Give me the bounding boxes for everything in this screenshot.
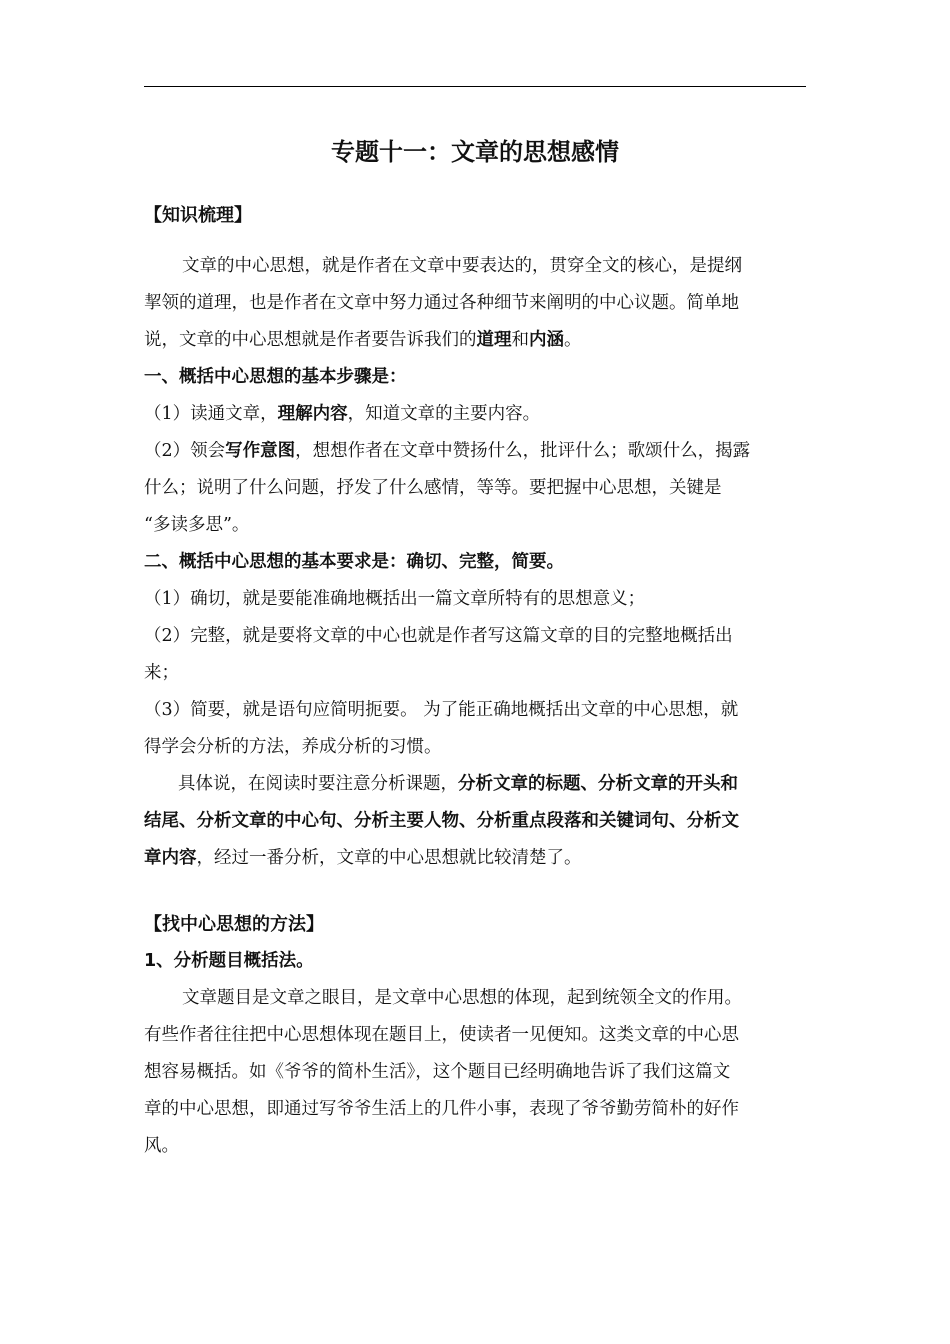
paragraph-line (144, 845, 806, 871)
paragraph-line: 想容易概括。如《爷爷的简朴生活》，这个题目已经明确地告诉了我们这篇文 (144, 1062, 731, 1082)
step-item (144, 438, 806, 464)
paragraph-line: 章的中心思想，即通过写爷爷生活上的几件小事，表现了爷爷勤劳简朴的好作 (144, 1099, 739, 1119)
paragraph-line: 得学会分析的方法，养成分析的习惯。 (144, 737, 442, 757)
text-span: 说，文章的中心思想就是作者要告诉我们的 (144, 330, 477, 350)
page-title: 专题十一：文章的思想感情 (331, 138, 619, 166)
section-heading-methods: 【找中心思想的方法】 (144, 914, 324, 935)
requirements-heading: 二、概括中心思想的基本要求是：确切、完整，简要。 (144, 552, 564, 572)
paragraph-line: 风。 (144, 1136, 179, 1156)
emphasis-text: 章内容 (144, 848, 197, 868)
requirement-item: （1）确切，就是要能准确地概括出一篇文章所特有的思想意义； (144, 589, 646, 609)
paragraph-line: “多读多思”。 (144, 515, 250, 535)
text-span: ，想想作者在文章中赞扬什么，批评什么；歌颂什么，揭露 (295, 441, 751, 461)
text-span: （1）读通文章， (144, 404, 278, 424)
requirement-item: （2）完整，就是要将文章的中心也就是作者写这篇文章的目的完整地概括出 (144, 626, 733, 646)
steps-heading: 一、概括中心思想的基本步骤是： (144, 367, 407, 387)
emphasis-text: 内涵 (529, 330, 564, 350)
text-span: 和 (511, 330, 529, 350)
requirement-item: （3）简要，就是语句应简明扼要。 为了能正确地概括出文章的中心思想，就 (144, 700, 739, 720)
paragraph-line (144, 327, 806, 353)
paragraph-line: 文章题目是文章之眼目，是文章中心思想的体现，起到统领全文的作用。 (182, 988, 742, 1008)
section-heading-knowledge: 【知识梳理】 (144, 205, 252, 226)
header-rule (144, 86, 806, 87)
paragraph-line (144, 808, 806, 834)
paragraph-line: 有些作者往往把中心思想体现在题目上，使读者一见便知。这类文章的中心思 (144, 1025, 739, 1045)
paragraph-line: 文章的中心思想，就是作者在文章中要表达的，贯穿全文的核心，是提纲 (182, 256, 742, 276)
emphasis-text: 理解内容 (277, 404, 348, 424)
emphasis-text: 写作意图 (225, 441, 296, 461)
emphasis-text: 结尾、分析文章的中心句、分析主要人物、分析重点段落和关键词句、分析文 (144, 811, 739, 831)
emphasis-text: 道理 (476, 330, 512, 350)
paragraph-line: 挈领的道理，也是作者在文章中努力通过各种细节来阐明的中心议题。简单地 (144, 293, 739, 313)
text-span: （2）领会 (144, 441, 226, 461)
text-span: ，知道文章的主要内容。 (347, 404, 541, 424)
method-heading: 1、分析题目概括法。 (144, 951, 314, 971)
paragraph-line: 什么；说明了什么问题，抒发了什么感情，等等。要把握中心思想，关键是 (144, 478, 722, 498)
step-item (144, 401, 806, 427)
paragraph-line (144, 771, 840, 797)
text-span: 具体说，在阅读时要注意分析课题， (178, 774, 458, 794)
text-span: 。 (564, 330, 582, 350)
text-span: ，经过一番分析，文章的中心思想就比较清楚了。 (196, 848, 582, 868)
paragraph-line: 来； (144, 663, 179, 683)
emphasis-text: 分析文章的标题、分析文章的开头和 (458, 774, 738, 794)
